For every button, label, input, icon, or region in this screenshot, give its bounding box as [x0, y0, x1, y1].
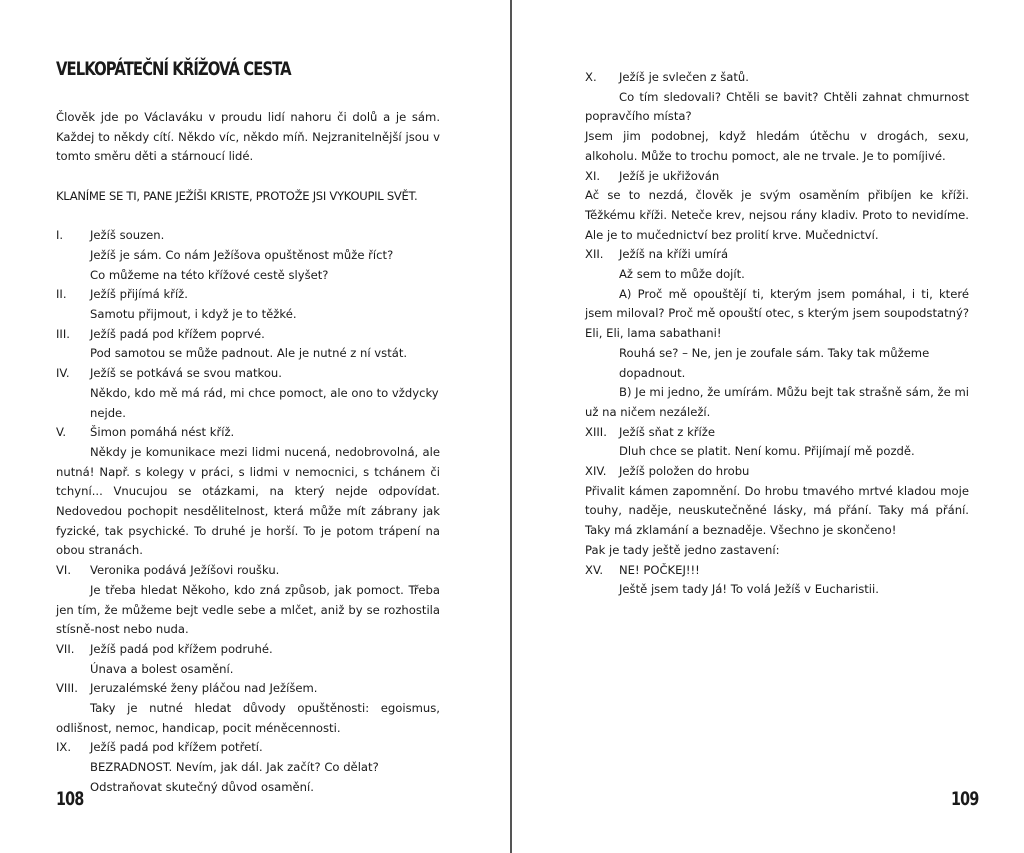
station-number: I. [56, 228, 64, 243]
spacer [56, 207, 440, 227]
station-paragraph: Ač se to nezdá, člověk je svým osaměním přibíjen ke kříži. Těžkému kříži. Neteče krev, nejsou rány kladiv. Proto to nevidíme. Ale je to mučednictví bez prolití krve. Mučednictví. [585, 188, 969, 242]
station-13 [585, 423, 969, 443]
station-9 [56, 738, 440, 758]
station-text: Ježíš je sám. Co nám Ježíšova opuštěnost může říct? [90, 247, 394, 262]
station-number: III. [56, 326, 70, 341]
station-text: Únava a bolest osamění. [90, 661, 234, 676]
station-number: IX. [56, 740, 72, 755]
station-number: XV. [585, 562, 604, 577]
station-title: Ježíš padá pod křížem podruhé. [90, 641, 273, 656]
station-number: XIV. [585, 464, 607, 479]
station-number: IV. [56, 366, 70, 381]
station-title: Ježíš je ukřižován [619, 168, 720, 183]
prayer-line: KLANÍME SE TI, PANE JEŽÍŠI KRISTE, PROTOŽE JSI VYKOUPIL SVĚT. [56, 188, 418, 203]
station-text: Ještě jsem tady Já! To volá Ježíš v Eucharistii. [619, 582, 879, 597]
station-paragraph: Je třeba hledat Někoho, kdo zná způsob, jak pomoct. Třeba jen tím, že můžeme bejt vedle sebe a mlčet, aniž by se rozhostila stísně-nost nebo nuda. [56, 582, 440, 637]
station-title: Šimon pomáhá nést kříž. [90, 425, 235, 440]
station-title: Ježíš sňat z kříže [619, 424, 715, 439]
station-paragraph: B) Je mi jedno, že umírám. Můžu bejt tak strašně sám, že mi už na ničem nezáleží. [585, 385, 969, 419]
book-gutter [510, 0, 512, 853]
station-text: Co můžeme na této křížové cestě slyšet? [90, 267, 329, 282]
station-3 [56, 325, 440, 345]
station-11 [585, 167, 969, 187]
station-title: Ježíš padá pod křížem potřetí. [90, 740, 263, 755]
station-number: II. [56, 287, 67, 302]
station-title: Jeruzalémské ženy pláčou nad Ježíšem. [90, 681, 318, 696]
right-page-body [585, 68, 969, 600]
station-number: V. [56, 425, 67, 440]
station-1 [56, 226, 440, 246]
station-14 [585, 462, 969, 482]
station-number: VIII. [56, 681, 78, 696]
station-title: Ježíš je svlečen z šatů. [619, 70, 749, 84]
station-title: Ježíš přijímá kříž. [90, 287, 188, 302]
station-number: VII. [56, 641, 75, 656]
page-number: 108 [56, 788, 84, 810]
station-paragraph: Pak je tady ještě jedno zastavení: [585, 542, 780, 557]
station-number: VI. [56, 563, 72, 578]
station-text: Někdo, kdo mě má rád, mi chce pomoct, ale ono to vždycky nejde. [90, 385, 439, 420]
left-page [0, 0, 510, 853]
station-title: Ježíš se potkává se svou matkou. [90, 366, 282, 381]
page-number: 109 [951, 788, 979, 810]
station-4 [56, 364, 440, 384]
spacer [56, 167, 440, 187]
station-7 [56, 640, 440, 660]
station-title: Ježíš na kříži umírá [619, 247, 729, 262]
station-number: X. [585, 70, 597, 84]
station-title: Ježíš položen do hrobu [619, 464, 750, 479]
station-paragraph: Taky je nutné hledat důvody opuštěnosti: egoismus, odlišnost, nemoc, handicap, pocit méněcennosti. [56, 701, 440, 735]
station-text: BEZRADNOST. Nevím, jak dál. Jak začít? Co dělat? [90, 760, 379, 775]
station-text: Rouhá se? – Ne, jen je zoufale sám. Taky tak můžeme dopadnout. [619, 345, 930, 380]
page-title: VELKOPÁTEČNÍ KŘÍŽOVÁ CESTA [56, 58, 291, 80]
station-5 [56, 423, 440, 443]
station-title: NE! POČKEJ!!! [619, 562, 700, 577]
station-paragraph: A) Proč mě opouštějí ti, kterým jsem pomáhal, i ti, které jsem miloval? Proč mě opouští otec, s kterým jsem soupodstatný? Eli, Eli, lama sabathani! [585, 286, 969, 341]
station-12 [585, 245, 969, 265]
station-number: XIII. [585, 424, 607, 439]
station-number: XI. [585, 168, 601, 183]
station-text: Dluh chce se platit. Není komu. Přijímají mě pozdě. [619, 444, 915, 459]
station-title: Veronika podává Ježíšovi roušku. [90, 563, 280, 578]
station-text: Až sem to může dojít. [619, 267, 745, 282]
station-8 [56, 679, 440, 699]
station-text: Odstraňovat skutečný důvod osamění. [90, 779, 314, 794]
station-15 [585, 561, 969, 581]
station-text: Pod samotou se může padnout. Ale je nutné z ní vstát. [90, 346, 408, 361]
station-paragraph: Někdy je komunikace mezi lidmi nucená, nedobrovolná, ale nutná! Např. s kolegy v práci, s lidmi v nemocnici, s tchánem či tchyní... Vnucujou se otázkami, na který nejde odpovídat. Nedovedou pochopit nesdělitelnost, která může mít zábrany jak fyzické, tak psychické. To druhé je horší. To je potom trápení na obou stranách. [56, 444, 440, 558]
station-number: XII. [585, 247, 604, 262]
station-paragraph: Jsem jim podobnej, když hledám útěchu v drogách, sexu, alkoholu. Může to trochu pomoct, ale ne trvale. Je to pomíjivé. [585, 129, 969, 163]
station-6 [56, 561, 440, 581]
left-page-body [56, 108, 440, 798]
intro-paragraph: Člověk jde po Václaváku v proudu lidí nahoru či dolů a je sám. Každej to někdy cítí. Někdo víc, někdo míň. Nejzranitelnější jsou v tomto směru děti a stárnoucí lidé. [56, 110, 440, 164]
station-paragraph: Co tím sledovali? Chtěli se bavit? Chtěli zahnat chmurnost popravčího místa? [585, 89, 969, 124]
right-page [513, 0, 1024, 853]
station-10 [585, 68, 969, 88]
station-title: Ježíš souzen. [90, 228, 165, 243]
station-2 [56, 285, 440, 305]
station-title: Ježíš padá pod křížem poprvé. [90, 326, 265, 341]
station-text: Samotu přijmout, i když je to těžké. [90, 307, 297, 321]
station-paragraph: Přivalit kámen zapomnění. Do hrobu tmavého mrtvé kladou moje touhy, naděje, neuskutečněné lásky, má přání. Taky má přání. Taky má zklamání a beznaděje. Všechno je skončeno! [585, 483, 969, 538]
